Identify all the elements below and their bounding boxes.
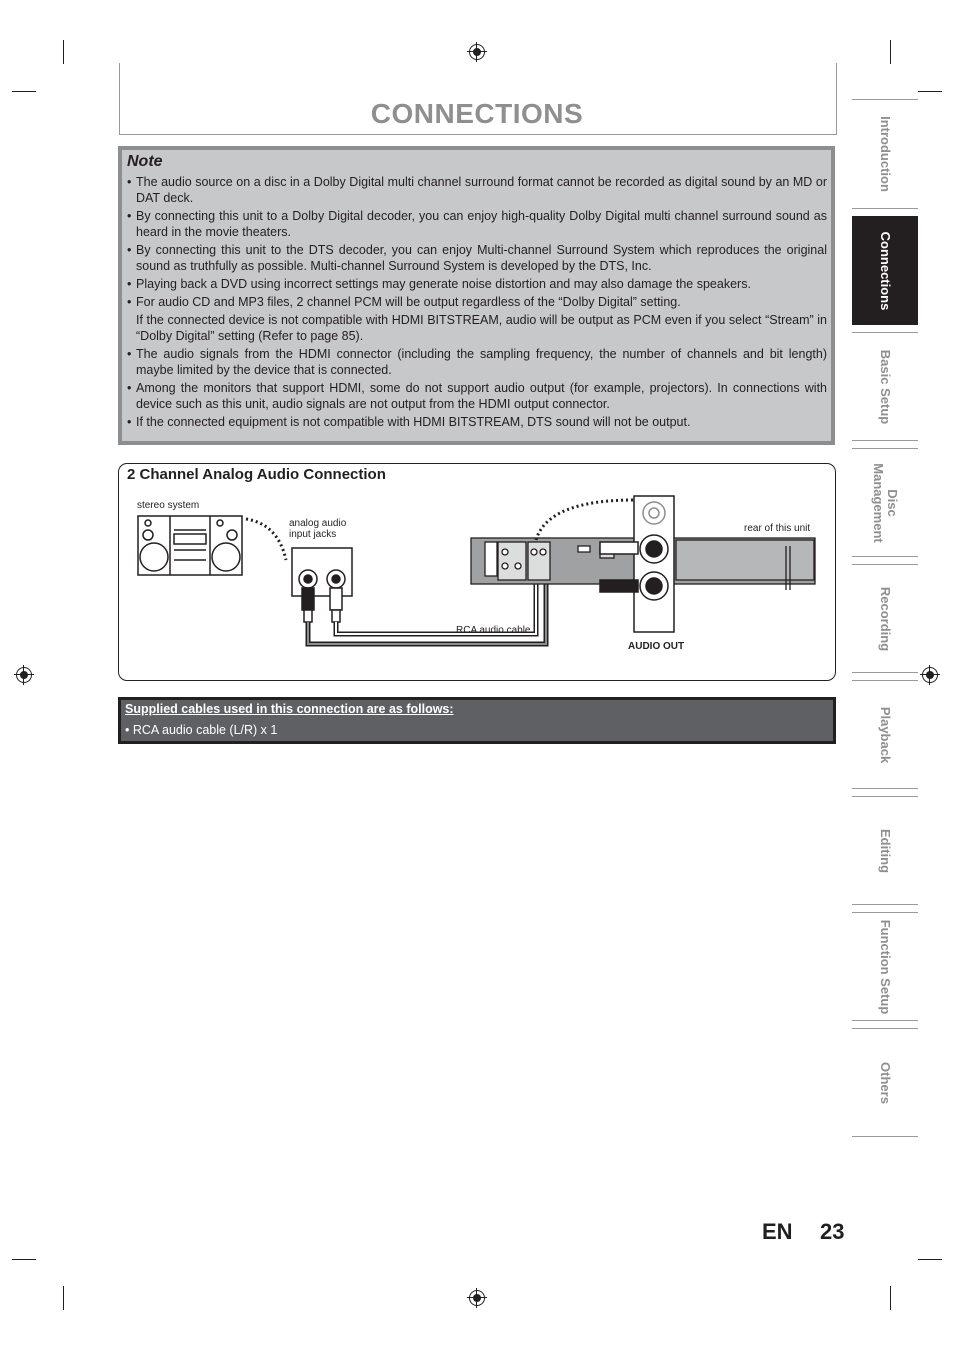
supplied-cables-item: • RCA audio cable (L/R) x 1 <box>125 723 278 737</box>
footer-language: EN <box>762 1219 793 1244</box>
sidebar-tab-label <box>871 463 899 542</box>
analog-input-jacks-icon <box>292 548 352 622</box>
note-heading: Note <box>127 153 163 170</box>
analog-jacks-label-line1: analog audio <box>289 518 347 529</box>
sidebar-tab-editing[interactable] <box>852 796 918 905</box>
rear-unit-label: rear of this unit <box>744 523 811 534</box>
sidebar-tab-label: Others <box>878 1061 893 1104</box>
note-item: • Among the monitors that support HDMI, some do not support audio output (for example, projectors). In connections with device such as this unit, audio signals are not output from the HDMI output connector. <box>127 380 827 412</box>
note-item: • Playing back a DVD using incorrect settings may generate noise distortion and may also damage the speakers. <box>127 276 827 292</box>
note-item-continuation: If the connected device is not compatible with HDMI BITSTREAM, audio will be output as PCM even if you select “Stream” in “Dolby Digital” setting (Refer to page 85). <box>136 313 827 343</box>
note-item: • For audio CD and MP3 files, 2 channel PCM will be output regardless of the “Dolby Digital” setting. <box>127 294 827 310</box>
sidebar-tab-label: Editing <box>878 828 893 873</box>
note-item: • The audio signals from the HDMI connector (including the sampling frequency, the number of channels and bit length) maybe limited by the device that is connected. <box>127 346 827 378</box>
audio-out-label: AUDIO OUT <box>628 641 685 652</box>
cable-label: RCA audio cable <box>456 625 531 636</box>
registration-mark-icon <box>469 1290 485 1306</box>
crop-mark <box>63 1286 64 1310</box>
page-title: CONNECTIONS <box>370 98 584 129</box>
sidebar-tab-label: Basic Setup <box>878 349 893 424</box>
sidebar-tab-function-setup[interactable] <box>852 912 918 1021</box>
note-item: • By connecting this unit to the DTS decoder, you can enjoy Multi-channel Surround System which reproduces the original sound as truthfully as possible. Multi-channel Surround System is developed by the DTS, Inc. <box>127 242 827 274</box>
sidebar-tab-disc-management[interactable] <box>852 448 918 557</box>
supplied-cables-heading: Supplied cables used in this connection are as follows: <box>125 702 454 716</box>
stereo-system-label: stereo system <box>137 500 200 511</box>
crop-mark <box>12 1259 36 1260</box>
note-item: • The audio source on a disc in a Dolby Digital multi channel surround format cannot be recorded as digital sound by an MD or DAT deck. <box>127 174 827 206</box>
crop-mark <box>918 1259 942 1260</box>
sidebar-tab-introduction[interactable] <box>852 99 918 209</box>
sidebar-tab-connections[interactable] <box>852 216 918 325</box>
stereo-system-icon <box>138 516 242 575</box>
sidebar-tab-basic-setup[interactable] <box>852 332 918 441</box>
dotted-connector <box>536 500 634 540</box>
sidebar-tab-label: Introduction <box>878 116 893 192</box>
crop-mark <box>890 1286 891 1310</box>
sidebar-tab-playback[interactable] <box>852 680 918 789</box>
analog-jacks-label-line2: input jacks <box>289 529 337 540</box>
sidebar-tab-label-line: Disc <box>885 488 900 517</box>
sidebar-tab-recording[interactable] <box>852 564 918 673</box>
footer-page-number: 23 <box>820 1219 845 1244</box>
sidebar-tab-label: Function Setup <box>878 919 893 1014</box>
sidebar-tab-label: Recording <box>878 586 893 651</box>
sidebar-tab-label-line: Management <box>871 462 886 543</box>
note-item: • If the connected equipment is not compatible with HDMI BITSTREAM, DTS sound will not be output. <box>127 414 827 430</box>
sidebar-tab-others[interactable] <box>852 1028 918 1137</box>
note-item: • By connecting this unit to a Dolby Digital decoder, you can enjoy high-quality Dolby Digital multi channel surround sound as heard in the movie theaters. <box>127 208 827 240</box>
dotted-connector <box>246 519 286 560</box>
connection-title: 2 Channel Analog Audio Connection <box>127 466 386 483</box>
sidebar-tab-label: Playback <box>878 706 893 763</box>
sidebar-tab-label: Connections <box>878 231 893 310</box>
